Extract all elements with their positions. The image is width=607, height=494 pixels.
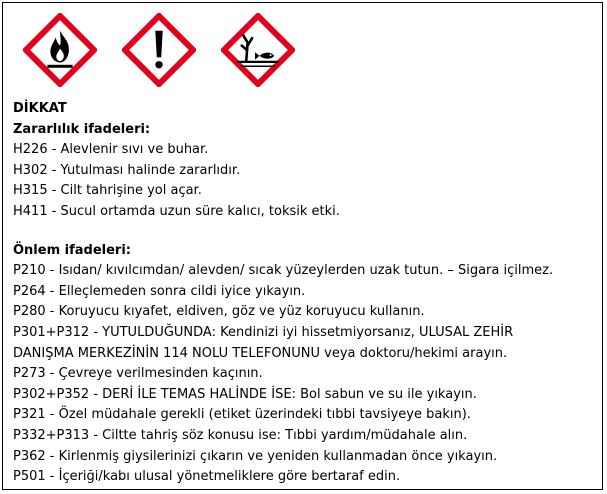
precaution-statement: P302+P352 - DERİ İLE TEMAS HALİNDE İSE: Bol sabun ve su ile yıkayın. (13, 386, 477, 402)
precaution-statement: P501 - İçeriği/kabı ulusal yönetmeliklere göre bertaraf edin. (13, 469, 401, 485)
precautionary-statements (13, 261, 596, 488)
flame-icon (23, 13, 97, 87)
hazard-label (2, 2, 603, 490)
precaution-statement: P301+P312 - YUTULDUĞUNDA: Kendinizi iyi hissetmiyorsanız, ULUSAL ZEHİR (13, 324, 514, 340)
precaution-statement: P273 - Çevreye verilmesinden kaçının. (13, 366, 263, 382)
precaution-heading: Önlem ifadeleri: (13, 242, 131, 258)
precaution-statement: DANIŞMA MERKEZİNİN 114 NOLU TELEFONUNU veya doktoru/hekimi arayın. (13, 345, 508, 361)
exclamation-mark-icon (122, 13, 196, 87)
signal-word: DİKKAT (13, 101, 67, 116)
precaution-statement: P264 - Elleçlemeden sonra cildi iyice yıkayın. (13, 283, 306, 299)
precaution-statement: P332+P313 - Ciltte tahriş söz konusu ise: Tıbbi yardım/müdahale alın. (13, 427, 468, 443)
hazard-statement: H226 - Alevlenir sıvı ve buhar. (13, 142, 209, 158)
environment-icon (221, 13, 295, 87)
hazard-statement: H315 - Cilt tahrişine yol açar. (13, 183, 202, 199)
hazard-statement: H411 - Sucul ortamda uzun süre kalıcı, toksik etki. (13, 203, 340, 219)
precaution-statement: P210 - Isıdan/ kıvılcımdan/ alevden/ sıcak yüzeylerden uzak tutun. – Sigara içilmez. (13, 263, 554, 279)
hazard-statement: H302 - Yutulması halinde zararlıdır. (13, 162, 241, 178)
label-text (13, 99, 596, 488)
hazard-heading: Zararlılık ifadeleri: (13, 121, 151, 137)
precaution-statement: P321 - Özel müdahale gerekli (etiket üzerindeki tıbbi tavsiyeye bakın). (13, 407, 471, 423)
precaution-statement: P362 - Kirlenmiş giysilerinizi çıkarın ve yeniden kullanmadan önce yıkayın. (13, 448, 498, 464)
hazard-statements (13, 140, 596, 222)
precaution-statement: P280 - Koruyucu kıyafet, eldiven, göz ve yüz koruyucu kullanın. (13, 304, 425, 320)
